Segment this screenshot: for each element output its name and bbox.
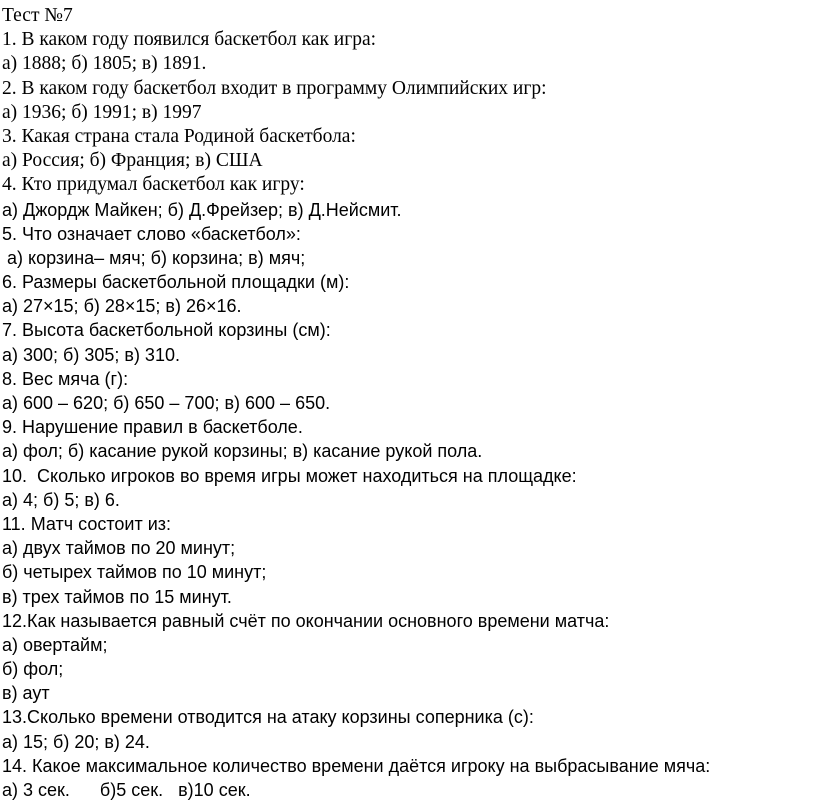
- question-text: 14. Какое максимальное количество времени даётся игроку на выбрасывание мяча:: [2, 755, 711, 776]
- question-text: 3. Какая страна стала Родиной баскетбола:: [2, 125, 356, 147]
- answer-options: а) 27×15; б) 28×15; в) 26×16.: [2, 296, 242, 317]
- question-text: 12.Как называется равный счёт по окончании основного времени матча:: [2, 610, 610, 631]
- question-text: 13.Сколько времени отводится на атаку корзины соперника (с):: [2, 707, 534, 728]
- answer-options: а) Россия; б) Франция; в) США: [2, 150, 263, 172]
- document-title: Тест №7: [2, 5, 73, 26]
- question-text: 4. Кто придумал баскетбол как игру:: [2, 174, 305, 196]
- answer-options: б) фол;: [2, 659, 64, 680]
- answer-options: в) трех таймов по 15 минут.: [2, 586, 232, 607]
- answer-options: б) четырех таймов по 10 минут;: [2, 562, 267, 583]
- answer-options: а) корзина– мяч; б) корзина; в) мяч;: [2, 247, 306, 268]
- answer-options: а) 600 – 620; б) 650 – 700; в) 600 – 650.: [2, 393, 331, 413]
- question-list: [2, 28, 816, 802]
- answer-options: а) фол; б) касание рукой корзины; в) касание рукой пола.: [2, 441, 483, 462]
- answer-options: а) 1888; б) 1805; в) 1891.: [2, 53, 207, 75]
- answer-options: в) аут: [2, 683, 50, 704]
- answer-options: а) Джордж Майкен; б) Д.Фрейзер; в) Д.Нейсмит.: [2, 199, 402, 220]
- answer-options: а) 1936; б) 1991; в) 1997: [2, 101, 202, 123]
- question-text: 6. Размеры баскетбольной площадки (м):: [2, 272, 350, 293]
- question-text: 9. Нарушение правил в баскетболе.: [2, 417, 303, 438]
- answer-options: а) 3 сек. б)5 сек. в)10 сек.: [2, 780, 251, 800]
- answer-options: а) 300; б) 305; в) 310.: [2, 344, 180, 365]
- question-text: 5. Что означает слово «баскетбол»:: [2, 223, 301, 244]
- question-text: 2. В каком году баскетбол входит в программу Олимпийских игр:: [2, 77, 547, 99]
- answer-options: а) 4; б) 5; в) 6.: [2, 489, 120, 510]
- answer-options: а) овертайм;: [2, 634, 108, 655]
- question-text: 10. Сколько игроков во время игры может находиться на площадке:: [2, 465, 577, 486]
- question-text: 7. Высота баскетбольной корзины (см):: [2, 320, 331, 341]
- answer-options: а) 15; б) 20; в) 24.: [2, 731, 150, 752]
- question-text: 8. Вес мяча (г):: [2, 368, 129, 389]
- answer-options: а) двух таймов по 20 минут;: [2, 538, 236, 559]
- question-text: 1. В каком году появился баскетбол как игра:: [2, 29, 377, 51]
- question-text: 11. Матч состоит из:: [2, 513, 171, 534]
